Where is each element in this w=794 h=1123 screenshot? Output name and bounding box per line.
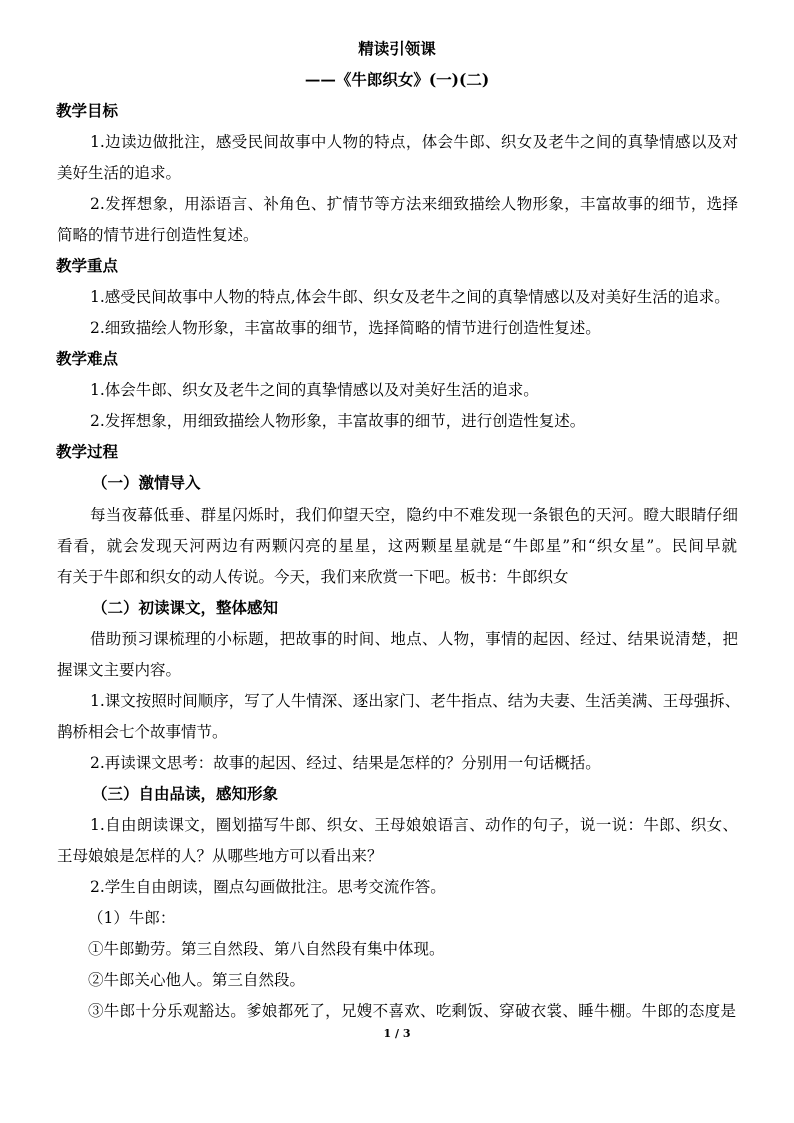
section-heading-goals: 教学目标	[56, 101, 119, 120]
niulang-point-1: ①牛郎勤劳。第三自然段、第八自然段有集中体现。	[88, 940, 445, 958]
key-points-item-1: 1.感受民间故事中人物的特点,体会牛郎、织女及老牛之间的真挚情感以及对美好生活的追求。	[90, 288, 730, 306]
document-title: 精读引领课	[358, 39, 436, 58]
process-part-2-item-1-line-1: 1.课文按照时间顺序，写了人牛情深、逐出家门、老牛指点、结为夫妻、生活美满、王母强拆、	[90, 692, 741, 710]
process-part-2-item-2: 2.再读课文思考：故事的起因、经过、结果是怎样的？分别用一句话概括。	[90, 754, 601, 772]
goals-item-2-line-1: 2.发挥想象，用添语言、补角色、扩情节等方法来细致描绘人物形象，丰富故事的细节，选择	[90, 195, 738, 213]
niulang-label: （1）牛郎：	[88, 909, 176, 927]
process-part-3-item-2: 2.学生自由朗读，圈点勾画做批注。思考交流作答。	[90, 878, 446, 896]
process-part-2-heading: （二）初读课文，整体感知	[92, 598, 279, 617]
difficulties-item-1: 1.体会牛郎、织女及老牛之间的真挚情感以及对美好生活的追求。	[90, 381, 539, 399]
document-subtitle: ——《牛郎织女》(一)(二)	[304, 70, 490, 89]
process-part-1-line-1: 每当夜幕低垂、群星闪烁时，我们仰望天空，隐约中不难发现一条银色的天河。瞪大眼睛仔细	[90, 506, 738, 524]
process-part-3-item-1-line-2: 王母娘娘是怎样的人？从哪些地方可以看出来？	[57, 847, 383, 865]
process-part-2-line-1: 借助预习课梳理的小标题，把故事的时间、地点、人物，事情的起因、经过、结果说清楚，把	[90, 630, 738, 648]
process-part-3-item-1-line-1: 1.自由朗读课文，圈划描写牛郎、织女、王母娘娘语言、动作的句子，说一说：牛郎、织女、	[90, 816, 738, 834]
process-part-2-item-1-line-2: 鹊桥相会七个故事情节。	[57, 723, 228, 741]
difficulties-item-2: 2.发挥想象，用细致描绘人物形象，丰富故事的细节，进行创造性复述。	[90, 412, 586, 430]
process-part-1-line-2: 看看，就会发现天河两边有两颗闪亮的星星，这两颗星星就是“牛郎星”和“织女星”。民间早就	[57, 537, 737, 555]
process-part-1-line-3: 有关于牛郎和织女的动人传说。今天，我们来欣赏一下吧。板书：牛郎织女	[57, 568, 569, 586]
goals-item-1-line-2: 美好生活的追求。	[57, 164, 182, 182]
niulang-point-2: ②牛郎关心他人。第三自然段。	[88, 971, 306, 989]
goals-item-1-line-1: 1.边读边做批注，感受民间故事中人物的特点，体会牛郎、织女及老牛之间的真挚情感以及对	[90, 133, 738, 151]
process-part-1-heading: （一）激情导入	[92, 473, 201, 492]
process-part-2-line-2: 握课文主要内容。	[57, 661, 182, 679]
goals-item-2-line-2: 简略的情节进行创造性复述。	[57, 226, 259, 244]
niulang-point-3: ③牛郎十分乐观豁达。爹娘都死了，兄嫂不喜欢、吃剩饭、穿破衣裳、睡牛棚。牛郎的态度是	[88, 1002, 736, 1020]
page-indicator: 1 / 3	[383, 1027, 411, 1040]
key-points-item-2: 2.细致描绘人物形象，丰富故事的细节，选择简略的情节进行创造性复述。	[90, 319, 601, 337]
section-heading-difficulties: 教学难点	[56, 349, 119, 368]
section-heading-key-points: 教学重点	[56, 256, 119, 275]
section-heading-process: 教学过程	[56, 442, 119, 461]
process-part-3-heading: （三）自由品读，感知形象	[92, 784, 279, 803]
